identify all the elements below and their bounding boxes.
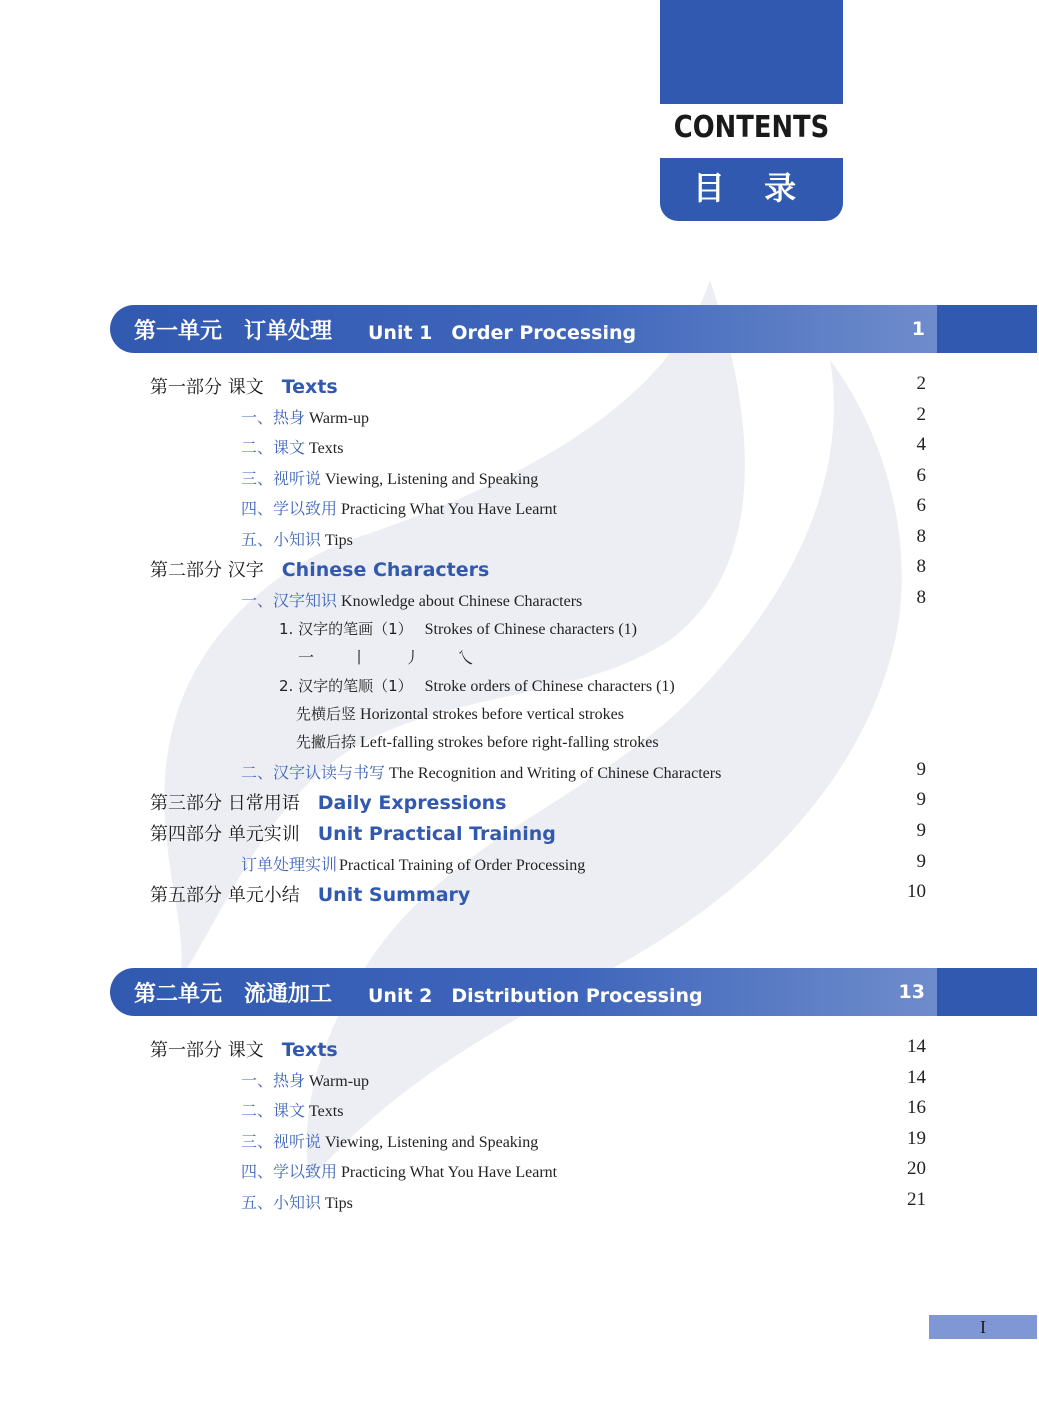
u1-part5[interactable]: 第五部分 单元小结 Unit Summary: [150, 884, 471, 906]
footer-page-number: I: [929, 1315, 1037, 1339]
u2-part1-page: 14: [907, 1036, 926, 1057]
u1-p2-s1-b: 2. 汉字的笔顺（1） Stroke orders of Chinese characters (1): [279, 677, 675, 695]
unit-2-cn-title: 第二单元 流通加工: [134, 982, 333, 1007]
u2-p1-s1[interactable]: 一、热身 Warm-up: [241, 1071, 370, 1090]
u1-part4-page: 9: [916, 820, 926, 841]
u2-part1[interactable]: 第一部分 课文 Texts: [150, 1039, 338, 1061]
u1-part3-page: 9: [916, 789, 926, 810]
u2-p1-s5[interactable]: 五、小知识 Tips: [241, 1193, 353, 1212]
unit-1-banner[interactable]: [110, 305, 1037, 353]
u1-part2-page: 8: [916, 556, 926, 577]
u1-p2-s1-b1: 先横后竖 Horizontal strokes before vertical strokes: [296, 705, 624, 723]
u2-p1-s3[interactable]: 三、视听说 Viewing, Listening and Speaking: [241, 1132, 539, 1151]
u1-p1-s5-page: 8: [916, 526, 926, 547]
u1-p2-s1[interactable]: 一、汉字知识 Knowledge about Chinese Characters: [241, 591, 583, 610]
unit-2-page: 13: [898, 981, 925, 1003]
contents-cn-title: 目 录: [660, 158, 843, 221]
u1-p1-s2[interactable]: 二、课文 Texts: [241, 438, 344, 457]
u1-stroke-glyphs: 一 丨 丿 乀: [298, 648, 490, 667]
u1-p2-s2-page: 9: [916, 759, 926, 780]
u1-p1-s4[interactable]: 四、学以致用 Practicing What You Have Learnt: [241, 499, 558, 518]
u2-p1-s5-page: 21: [907, 1189, 926, 1210]
u1-p2-s1-b2: 先撇后捺 Left-falling strokes before right-falling strokes: [296, 733, 659, 751]
u1-p2-s1-a: 1. 汉字的笔画（1） Strokes of Chinese characters (1): [279, 620, 637, 638]
contents-title: CONTENTS: [673, 110, 830, 145]
u2-p1-s4-page: 20: [907, 1158, 926, 1179]
unit-2-en-title: Unit 2 Distribution Processing: [368, 985, 703, 1007]
u1-p4-s1[interactable]: 订单处理实训 Practical Training of Order Processing: [241, 855, 586, 874]
unit-1-cn-title: 第一单元 订单处理: [134, 319, 333, 344]
u1-part2[interactable]: 第二部分 汉字 Chinese Characters: [150, 559, 490, 581]
u1-p1-s3-page: 6: [916, 465, 926, 486]
u1-p1-s5[interactable]: 五、小知识 Tips: [241, 530, 353, 549]
unit-1-page: 1: [911, 318, 925, 340]
unit-2-banner[interactable]: [110, 968, 1037, 1016]
u2-p1-s2[interactable]: 二、课文 Texts: [241, 1101, 344, 1120]
u1-p1-s1-page: 2: [916, 404, 926, 425]
u1-p4-s1-page: 9: [916, 851, 926, 872]
u1-p1-s2-page: 4: [916, 434, 926, 455]
u1-part5-page: 10: [907, 881, 926, 902]
u2-p1-s3-page: 19: [907, 1128, 926, 1149]
u1-p1-s3[interactable]: 三、视听说 Viewing, Listening and Speaking: [241, 469, 539, 488]
u1-p1-s1[interactable]: 一、热身 Warm-up: [241, 408, 370, 427]
u1-part1-page: 2: [916, 373, 926, 394]
u1-p2-s2[interactable]: 二、汉字认读与书写 The Recognition and Writing of Chinese Characters: [241, 763, 722, 782]
u2-p1-s4[interactable]: 四、学以致用 Practicing What You Have Learnt: [241, 1162, 558, 1181]
unit-1-en-title: Unit 1 Order Processing: [368, 322, 637, 344]
u1-part4[interactable]: 第四部分 单元实训 Unit Practical Training: [150, 823, 556, 845]
header-accent-block: [660, 0, 843, 104]
u2-p1-s1-page: 14: [907, 1067, 926, 1088]
u1-p2-s1-page: 8: [916, 587, 926, 608]
u1-part1[interactable]: 第一部分 课文 Texts: [150, 376, 338, 398]
u2-p1-s2-page: 16: [907, 1097, 926, 1118]
u1-part3[interactable]: 第三部分 日常用语 Daily Expressions: [150, 792, 507, 814]
u1-p1-s4-page: 6: [916, 495, 926, 516]
